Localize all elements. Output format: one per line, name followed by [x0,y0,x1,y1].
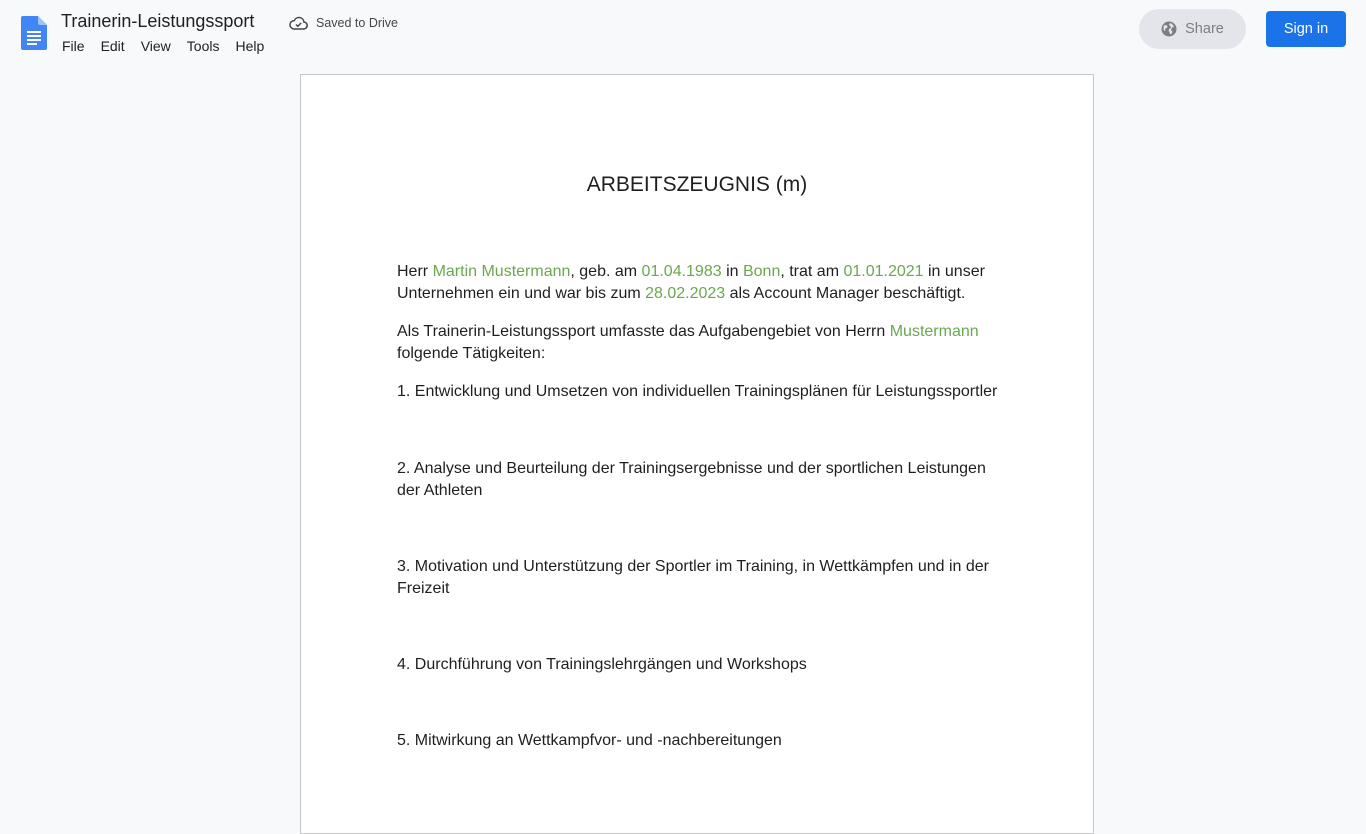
document-page[interactable] [300,74,1094,834]
birth-date: 01.04.1983 [641,263,722,280]
tasks-intro-text-1: Als Trainerin-Leistungssport umfasste das Aufgabengebiet von Herrn [397,323,890,340]
intro-text-3: in [721,263,743,280]
save-status-label: Saved to Drive [316,16,398,30]
sign-in-button[interactable]: Sign in [1266,11,1346,47]
intro-text-5: in unser Unternehmen ein und war bis zum [397,263,985,302]
share-button[interactable] [1139,9,1246,49]
intro-text-1: Herr [397,263,433,280]
intro-paragraph [397,261,1007,305]
task-item-5: 5. Mitwirkung an Wettkampfvor- und -nachbereitungen [397,732,782,749]
task-item-2: 2. Analyse und Beurteilung der Trainingsergebnisse und der sportlichen Leistungen der Athleten [397,460,986,499]
share-button-label: Share [1185,21,1224,37]
birth-place: Bonn [742,263,781,280]
menu-bar [62,37,272,55]
menu-tools[interactable]: Tools [186,38,220,54]
top-bar [0,0,1366,64]
globe-icon [1161,21,1177,37]
end-date: 28.02.2023 [645,285,726,302]
intro-text-4: , trat am [780,263,844,280]
start-date: 01.01.2021 [843,263,924,280]
google-docs-icon[interactable] [21,16,47,50]
intro-text-2: , geb. am [570,263,642,280]
tasks-intro-text-2: folgende Tätigkeiten: [397,345,546,362]
document-heading: ARBEITSZEUGNIS (m) [586,173,808,196]
tasks-intro-paragraph [397,321,1007,365]
menu-file[interactable]: File [62,38,85,54]
menu-edit[interactable]: Edit [100,38,125,54]
task-item-4: 4. Durchführung von Trainingslehrgängen und Workshops [397,656,807,673]
menu-view[interactable]: View [140,38,171,54]
cloud-check-icon [289,16,308,30]
task-item-1: 1. Entwicklung und Umsetzen von individuellen Trainingsplänen für Leistungssportler [397,383,998,400]
save-status[interactable] [289,13,398,33]
intro-text-6: als Account Manager beschäftigt. [725,285,966,302]
employee-surname: Mustermann [889,323,979,340]
document-title[interactable]: Trainerin-Leistungssport [61,11,255,31]
task-item-3: 3. Motivation und Unterstützung der Sportler im Training, in Wettkämpfen und in der Freizeit [397,558,990,597]
employee-name: Martin Mustermann [432,263,571,280]
menu-help[interactable]: Help [235,38,265,54]
